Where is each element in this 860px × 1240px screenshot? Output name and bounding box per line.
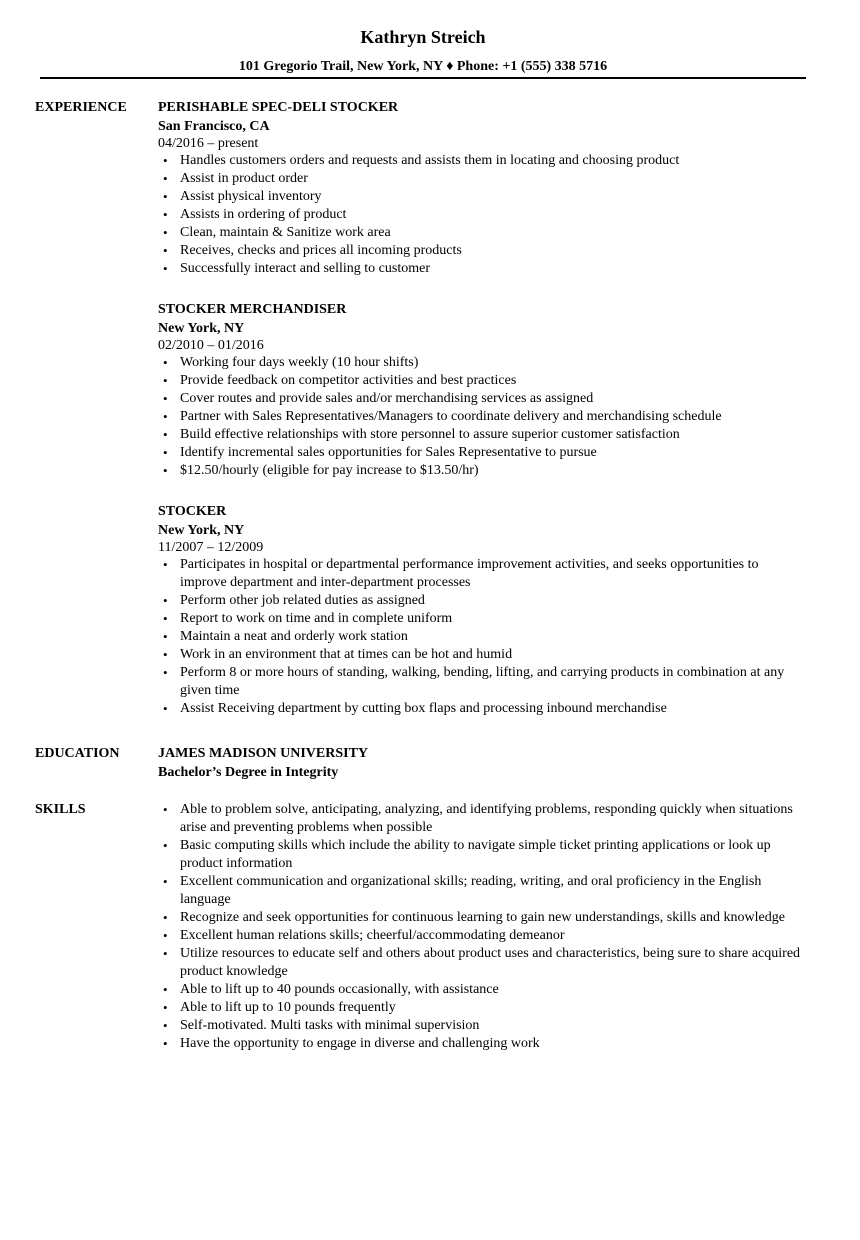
job-entry (158, 503, 808, 718)
list-item: • Work in an environment that at times can be hot and humid (158, 646, 808, 664)
education-heading: EDUCATION (35, 746, 120, 761)
list-item: • Maintain a neat and orderly work station (158, 628, 808, 646)
list-item: • Clean, maintain & Sanitize work area (158, 224, 808, 242)
list-item: • Perform 8 or more hours of standing, walking, bending, lifting, and carrying products in combination at any given time (158, 664, 808, 700)
skills-body (158, 801, 808, 1053)
contact-line: 101 Gregorio Trail, New York, NY ♦ Phone: +1 (555) 338 5716 (238, 59, 608, 74)
list-item: • Assist in product order (158, 170, 808, 188)
list-item: • Assists in ordering of product (158, 206, 808, 224)
job-location: New York, NY (158, 523, 245, 538)
job-title: STOCKER MERCHANDISER (158, 302, 347, 317)
list-item: • Provide feedback on competitor activities and best practices (158, 372, 808, 390)
job-dates: 11/2007 – 12/2009 (158, 540, 264, 555)
list-item: • Utilize resources to educate self and others about product uses and characteristics, being sure to share acquired product knowledge (158, 945, 808, 981)
education-body (158, 745, 808, 782)
list-item: • Have the opportunity to engage in diverse and challenging work (158, 1035, 808, 1053)
header-divider (40, 77, 806, 79)
job-duties-list (158, 354, 808, 480)
list-item: • Perform other job related duties as assigned (158, 592, 808, 610)
experience-body (158, 99, 808, 741)
job-location: New York, NY (158, 321, 245, 336)
list-item: • Partner with Sales Representatives/Managers to coordinate delivery and merchandising schedule (158, 408, 808, 426)
list-item: • Identify incremental sales opportunities for Sales Representative to pursue (158, 444, 808, 462)
list-item: • Able to lift up to 10 pounds frequently (158, 999, 808, 1017)
list-item: • Basic computing skills which include the ability to navigate simple ticket printing applications or look up product information (158, 837, 808, 873)
list-item: • Receives, checks and prices all incoming products (158, 242, 808, 260)
list-item: • Recognize and seek opportunities for continuous learning to gain new understandings, skills and knowledge (158, 909, 808, 927)
candidate-name: Kathryn Streich (360, 27, 486, 47)
job-entry (158, 301, 808, 480)
list-item: • Assist Receiving department by cutting box flaps and processing inbound merchandise (158, 700, 808, 718)
list-item: • Able to lift up to 40 pounds occasionally, with assistance (158, 981, 808, 999)
list-item: • Able to problem solve, anticipating, analyzing, and identifying problems, responding quickly when situations arise and preventing problems when possible (158, 801, 808, 837)
list-item: • Report to work on time and in complete uniform (158, 610, 808, 628)
list-item: • Build effective relationships with store personnel to assure superior customer satisfaction (158, 426, 808, 444)
list-item: • Excellent human relations skills; cheerful/accommodating demeanor (158, 927, 808, 945)
list-item: • Handles customers orders and requests and assists them in locating and choosing product (158, 152, 808, 170)
job-duties-list (158, 556, 808, 718)
job-dates: 02/2010 – 01/2016 (158, 338, 264, 353)
list-item: • Self-motivated. Multi tasks with minimal supervision (158, 1017, 808, 1035)
job-title: PERISHABLE SPEC-DELI STOCKER (158, 100, 399, 115)
job-dates: 04/2016 – present (158, 136, 259, 151)
list-item: • Cover routes and provide sales and/or merchandising services as assigned (158, 390, 808, 408)
list-item: • Participates in hospital or departmental performance improvement activities, and seeks opportunities to improve department and inter-department processes (158, 556, 808, 592)
job-location: San Francisco, CA (158, 119, 270, 134)
skills-list (158, 801, 808, 1053)
job-title: STOCKER (158, 504, 227, 519)
job-duties-list (158, 152, 808, 278)
list-item: • $12.50/hourly (eligible for pay increase to $13.50/hr) (158, 462, 808, 480)
job-entry (158, 99, 808, 278)
experience-heading: EXPERIENCE (35, 100, 127, 115)
school-name: JAMES MADISON UNIVERSITY (158, 746, 369, 761)
list-item: • Working four days weekly (10 hour shifts) (158, 354, 808, 372)
list-item: • Successfully interact and selling to customer (158, 260, 808, 278)
list-item: • Assist physical inventory (158, 188, 808, 206)
skills-heading: SKILLS (35, 802, 86, 817)
list-item: • Excellent communication and organizational skills; reading, writing, and oral proficiency in the English language (158, 873, 808, 909)
degree-name: Bachelor’s Degree in Integrity (158, 765, 339, 780)
